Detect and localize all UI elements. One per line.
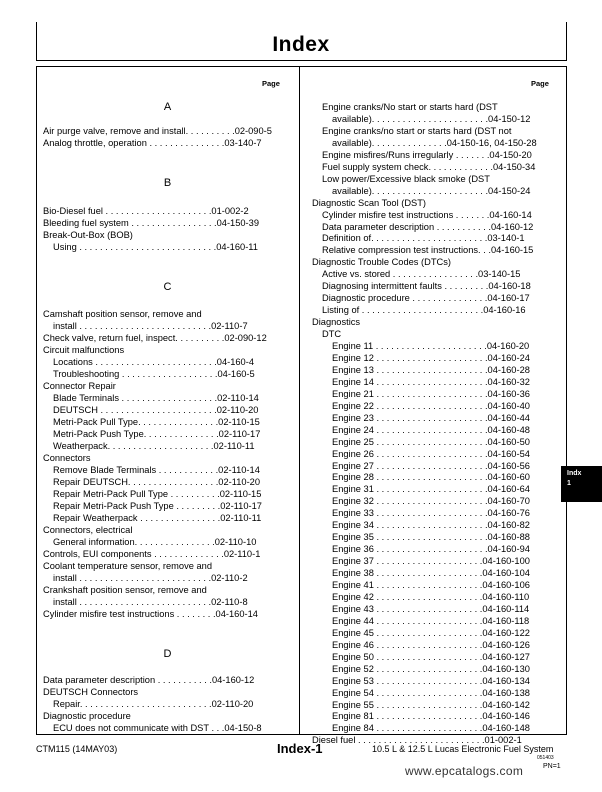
index-entry: Repair. . . . . . . . . . . . . . . . . . . . . . . . . .02-110-20 bbox=[53, 699, 254, 709]
index-entry: Circuit malfunctions bbox=[43, 345, 125, 355]
index-entry: Diagnostic procedure . . . . . . . . . . . . . . .04-160-17 bbox=[322, 293, 530, 304]
section-letter: C bbox=[163, 281, 172, 293]
section-tab bbox=[561, 466, 602, 502]
index-entry: Controls, EUI components . . . . . . . . . . . . . .02-110-1 bbox=[43, 549, 261, 559]
index-entry: Connectors bbox=[43, 453, 91, 463]
index-entry: Cylinder misfire test instructions . . . . . . . .04-160-14 bbox=[43, 609, 258, 619]
index-entry: Definition of. . . . . . . . . . . . . . . . . . . . . . .03-140-1 bbox=[322, 233, 525, 244]
column-divider bbox=[299, 66, 300, 734]
index-entry: available). . . . . . . . . . . . . . . . . . . . . . .04-150-24 bbox=[332, 185, 531, 196]
index-entry: Engine 11 . . . . . . . . . . . . . . . . . . . . . .04-160-20 bbox=[332, 341, 530, 351]
index-entry: Engine 37 . . . . . . . . . . . . . . . . . . . . .04-160-100 bbox=[332, 556, 530, 567]
index-entry: Engine 81 . . . . . . . . . . . . . . . . . . . . .04-160-146 bbox=[332, 711, 530, 722]
index-entry: Locations . . . . . . . . . . . . . . . . . . . . . . . .04-160-4 bbox=[53, 357, 254, 367]
index-entry: ECU does not communicate with DST . . .04-150-8 bbox=[53, 723, 262, 733]
page-title: Index bbox=[272, 33, 330, 56]
index-entry: Diagnostic Trouble Codes (DTCs) bbox=[312, 257, 451, 268]
index-entry: Engine 42 . . . . . . . . . . . . . . . . . . . . .04-160-110 bbox=[332, 591, 530, 602]
index-entry: Coolant temperature sensor, remove and bbox=[43, 561, 212, 571]
index-entry: Engine 24 . . . . . . . . . . . . . . . . . . . . . .04-160-48 bbox=[332, 424, 530, 435]
body-right-rule bbox=[566, 66, 567, 734]
right-page-header: Page bbox=[531, 79, 549, 88]
section-tab-number: 1 bbox=[567, 480, 571, 487]
index-entry: Engine 50 . . . . . . . . . . . . . . . . . . . . .04-160-127 bbox=[332, 651, 530, 662]
index-entry: Engine 14 . . . . . . . . . . . . . . . . . . . . . .04-160-32 bbox=[332, 376, 530, 387]
index-entry: Check valve, return fuel, inspect. . . . . . . . . .02-090-12 bbox=[43, 333, 267, 343]
footer-date-code: 051403 bbox=[537, 755, 554, 761]
index-entry: Engine 55 . . . . . . . . . . . . . . . . . . . . .04-160-142 bbox=[332, 699, 530, 710]
index-entry: Repair Weatherpack . . . . . . . . . . . . . . . .02-110-11 bbox=[53, 513, 262, 523]
index-entry: General information. . . . . . . . . . . . . . . .02-110-10 bbox=[53, 537, 257, 547]
index-entry: Engine 31 . . . . . . . . . . . . . . . . . . . . . .04-160-64 bbox=[332, 484, 530, 495]
index-entry: Engine 32 . . . . . . . . . . . . . . . . . . . . . .04-160-70 bbox=[332, 496, 530, 507]
index-entry: Data parameter description . . . . . . . . . . .04-160-12 bbox=[322, 221, 534, 232]
index-entry: Engine 44 . . . . . . . . . . . . . . . . . . . . .04-160-118 bbox=[332, 615, 530, 626]
index-entry: Engine 27 . . . . . . . . . . . . . . . . . . . . . .04-160-56 bbox=[332, 460, 530, 471]
index-entry: Engine 38 . . . . . . . . . . . . . . . . . . . . .04-160-104 bbox=[332, 568, 530, 579]
index-entry: DEUTSCH . . . . . . . . . . . . . . . . . . . . . . .02-110-20 bbox=[53, 405, 259, 415]
section-letter: D bbox=[163, 648, 172, 660]
index-entry: Connector Repair bbox=[43, 381, 116, 391]
index-entry: Cylinder misfire test instructions . . . . . . .04-160-14 bbox=[322, 209, 532, 220]
index-entry: DEUTSCH Connectors bbox=[43, 687, 139, 697]
body-top-rule bbox=[36, 66, 567, 67]
footer-manual-id: CTM115 (14MAY03) bbox=[36, 744, 118, 754]
index-entry: Engine 25 . . . . . . . . . . . . . . . . . . . . . .04-160-50 bbox=[332, 436, 530, 447]
index-entry: Break-Out-Box (BOB) bbox=[43, 230, 133, 240]
index-entry: Diagnosing intermittent faults . . . . . . . . .04-160-18 bbox=[322, 281, 531, 292]
index-entry: install . . . . . . . . . . . . . . . . . . . . . . . . . .02-110-8 bbox=[53, 597, 248, 607]
footer-manual-title: 10.5 L & 12.5 L Lucas Electronic Fuel System bbox=[372, 744, 554, 754]
index-entry: Diesel fuel . . . . . . . . . . . . . . . . . . . . . . . . .01-002-1 bbox=[312, 735, 522, 746]
index-entry: Engine cranks/No start or starts hard (DST bbox=[322, 102, 498, 112]
index-entry: Engine 46 . . . . . . . . . . . . . . . . . . . . .04-160-126 bbox=[332, 639, 530, 650]
index-entry: Engine 45 . . . . . . . . . . . . . . . . . . . . .04-160-122 bbox=[332, 627, 530, 638]
index-entry: Engine 43 . . . . . . . . . . . . . . . . . . . . .04-160-114 bbox=[332, 603, 530, 614]
index-entry: Analog throttle, operation . . . . . . . . . . . . . . .03-140-7 bbox=[43, 138, 262, 148]
index-entry: Engine 12 . . . . . . . . . . . . . . . . . . . . . .04-160-24 bbox=[332, 352, 530, 363]
index-entry: Engine 28 . . . . . . . . . . . . . . . . . . . . . .04-160-60 bbox=[332, 472, 530, 483]
index-entry: Listing of . . . . . . . . . . . . . . . . . . . . . . . .04-160-16 bbox=[322, 305, 526, 316]
index-entry: Using . . . . . . . . . . . . . . . . . . . . . . . . . . .04-160-11 bbox=[53, 242, 258, 252]
index-entry: install . . . . . . . . . . . . . . . . . . . . . . . . . .02-110-2 bbox=[53, 573, 248, 583]
index-entry: Bio-Diesel fuel . . . . . . . . . . . . . . . . . . . . .01-002-2 bbox=[43, 206, 249, 216]
index-entry: Engine 41 . . . . . . . . . . . . . . . . . . . . .04-160-106 bbox=[332, 580, 530, 590]
index-entry: Engine 33 . . . . . . . . . . . . . . . . . . . . . .04-160-76 bbox=[332, 508, 530, 519]
index-entry: Engine 54 . . . . . . . . . . . . . . . . . . . . .04-160-138 bbox=[332, 687, 530, 698]
index-entry: Active vs. stored . . . . . . . . . . . . . . . . .03-140-15 bbox=[322, 269, 521, 280]
index-entry: Engine 13 . . . . . . . . . . . . . . . . . . . . . .04-160-28 bbox=[332, 364, 530, 375]
index-entry: Crankshaft position sensor, remove and bbox=[43, 585, 207, 595]
index-entry: Metri-Pack Pull Type. . . . . . . . . . . . . . . .02-110-15 bbox=[53, 417, 260, 427]
index-entry: Weatherpack. . . . . . . . . . . . . . . . . . . . .02-110-11 bbox=[53, 441, 255, 451]
section-tab-label: Indx bbox=[567, 470, 582, 477]
body-left-rule bbox=[36, 66, 37, 734]
index-entry: Engine 84 . . . . . . . . . . . . . . . . . . . . .04-160-148 bbox=[332, 723, 530, 734]
index-entry: Low power/Excessive black smoke (DST bbox=[322, 173, 490, 184]
section-letter: A bbox=[163, 101, 172, 113]
title-box-bottom bbox=[36, 60, 567, 61]
index-entry: Bleeding fuel system . . . . . . . . . . . . . . . . .04-150-39 bbox=[43, 218, 259, 228]
index-entry: Repair Metri-Pack Push Type . . . . . . . . .02-110-17 bbox=[53, 501, 262, 511]
index-entry: Engine 53 . . . . . . . . . . . . . . . . . . . . .04-160-134 bbox=[332, 675, 530, 686]
left-page-header: Page bbox=[262, 79, 280, 88]
index-entry: Engine 22 . . . . . . . . . . . . . . . . . . . . . .04-160-40 bbox=[332, 400, 530, 411]
footer-page-number: Index-1 bbox=[277, 741, 323, 756]
index-entry: Engine 36 . . . . . . . . . . . . . . . . . . . . . .04-160-94 bbox=[332, 544, 530, 555]
index-entry: Engine 26 . . . . . . . . . . . . . . . . . . . . . .04-160-54 bbox=[332, 448, 530, 459]
index-entry: Repair Metri-Pack Pull Type . . . . . . . . . .02-110-15 bbox=[53, 489, 262, 499]
index-entry: Air purge valve, remove and install. . . . . . . . . .02-090-5 bbox=[43, 126, 272, 136]
index-entry: Engine 23 . . . . . . . . . . . . . . . . . . . . . .04-160-44 bbox=[332, 412, 530, 423]
index-entry: Diagnostics bbox=[312, 317, 361, 328]
index-entry: Diagnostic procedure bbox=[43, 711, 131, 721]
index-entry: Engine cranks/no start or starts hard (DST not bbox=[322, 125, 512, 136]
index-entry: Fuel supply system check. . . . . . . . . . . . .04-150-34 bbox=[322, 161, 536, 172]
watermark-url: www.epcatalogs.com bbox=[405, 764, 524, 778]
index-entry: Repair DEUTSCH. . . . . . . . . . . . . . . . . .02-110-20 bbox=[53, 477, 261, 487]
index-entry: Metri-Pack Push Type. . . . . . . . . . . . . . .02-110-17 bbox=[53, 429, 261, 439]
index-entry: Relative compression test instructions. . .04-160-15 bbox=[322, 245, 534, 256]
index-entry: Blade Terminals . . . . . . . . . . . . . . . . . . .02-110-14 bbox=[53, 393, 259, 403]
index-entry: Remove Blade Terminals . . . . . . . . . . . .02-110-14 bbox=[53, 465, 260, 475]
index-entry: Camshaft position sensor, remove and bbox=[43, 309, 202, 319]
index-entry: Engine 52 . . . . . . . . . . . . . . . . . . . . .04-160-130 bbox=[332, 663, 530, 674]
index-entry: available). . . . . . . . . . . . . . .04-150-16, 04-150-28 bbox=[332, 137, 537, 148]
section-letter: B bbox=[163, 177, 172, 189]
index-entry: Engine 34 . . . . . . . . . . . . . . . . . . . . . .04-160-82 bbox=[332, 520, 530, 531]
index-entry: available). . . . . . . . . . . . . . . . . . . . . . .04-150-12 bbox=[332, 113, 531, 124]
index-entry: install . . . . . . . . . . . . . . . . . . . . . . . . . .02-110-7 bbox=[53, 321, 248, 331]
index-entry: Engine misfires/Runs irregularly . . . . . . .04-150-20 bbox=[322, 149, 532, 160]
footer-pn: PN=1 bbox=[543, 763, 561, 770]
index-entry: Engine 35 . . . . . . . . . . . . . . . . . . . . . .04-160-88 bbox=[332, 532, 530, 543]
index-entry: DTC bbox=[322, 329, 342, 340]
index-entry: Troubleshooting . . . . . . . . . . . . . . . . . . .04-160-5 bbox=[53, 369, 255, 379]
index-entry: Diagnostic Scan Tool (DST) bbox=[312, 197, 427, 208]
index-entry: Data parameter description . . . . . . . . . . .04-160-12 bbox=[43, 675, 255, 685]
index-entry: Engine 21 . . . . . . . . . . . . . . . . . . . . . .04-160-36 bbox=[332, 388, 530, 399]
index-entry: Connectors, electrical bbox=[43, 525, 133, 535]
